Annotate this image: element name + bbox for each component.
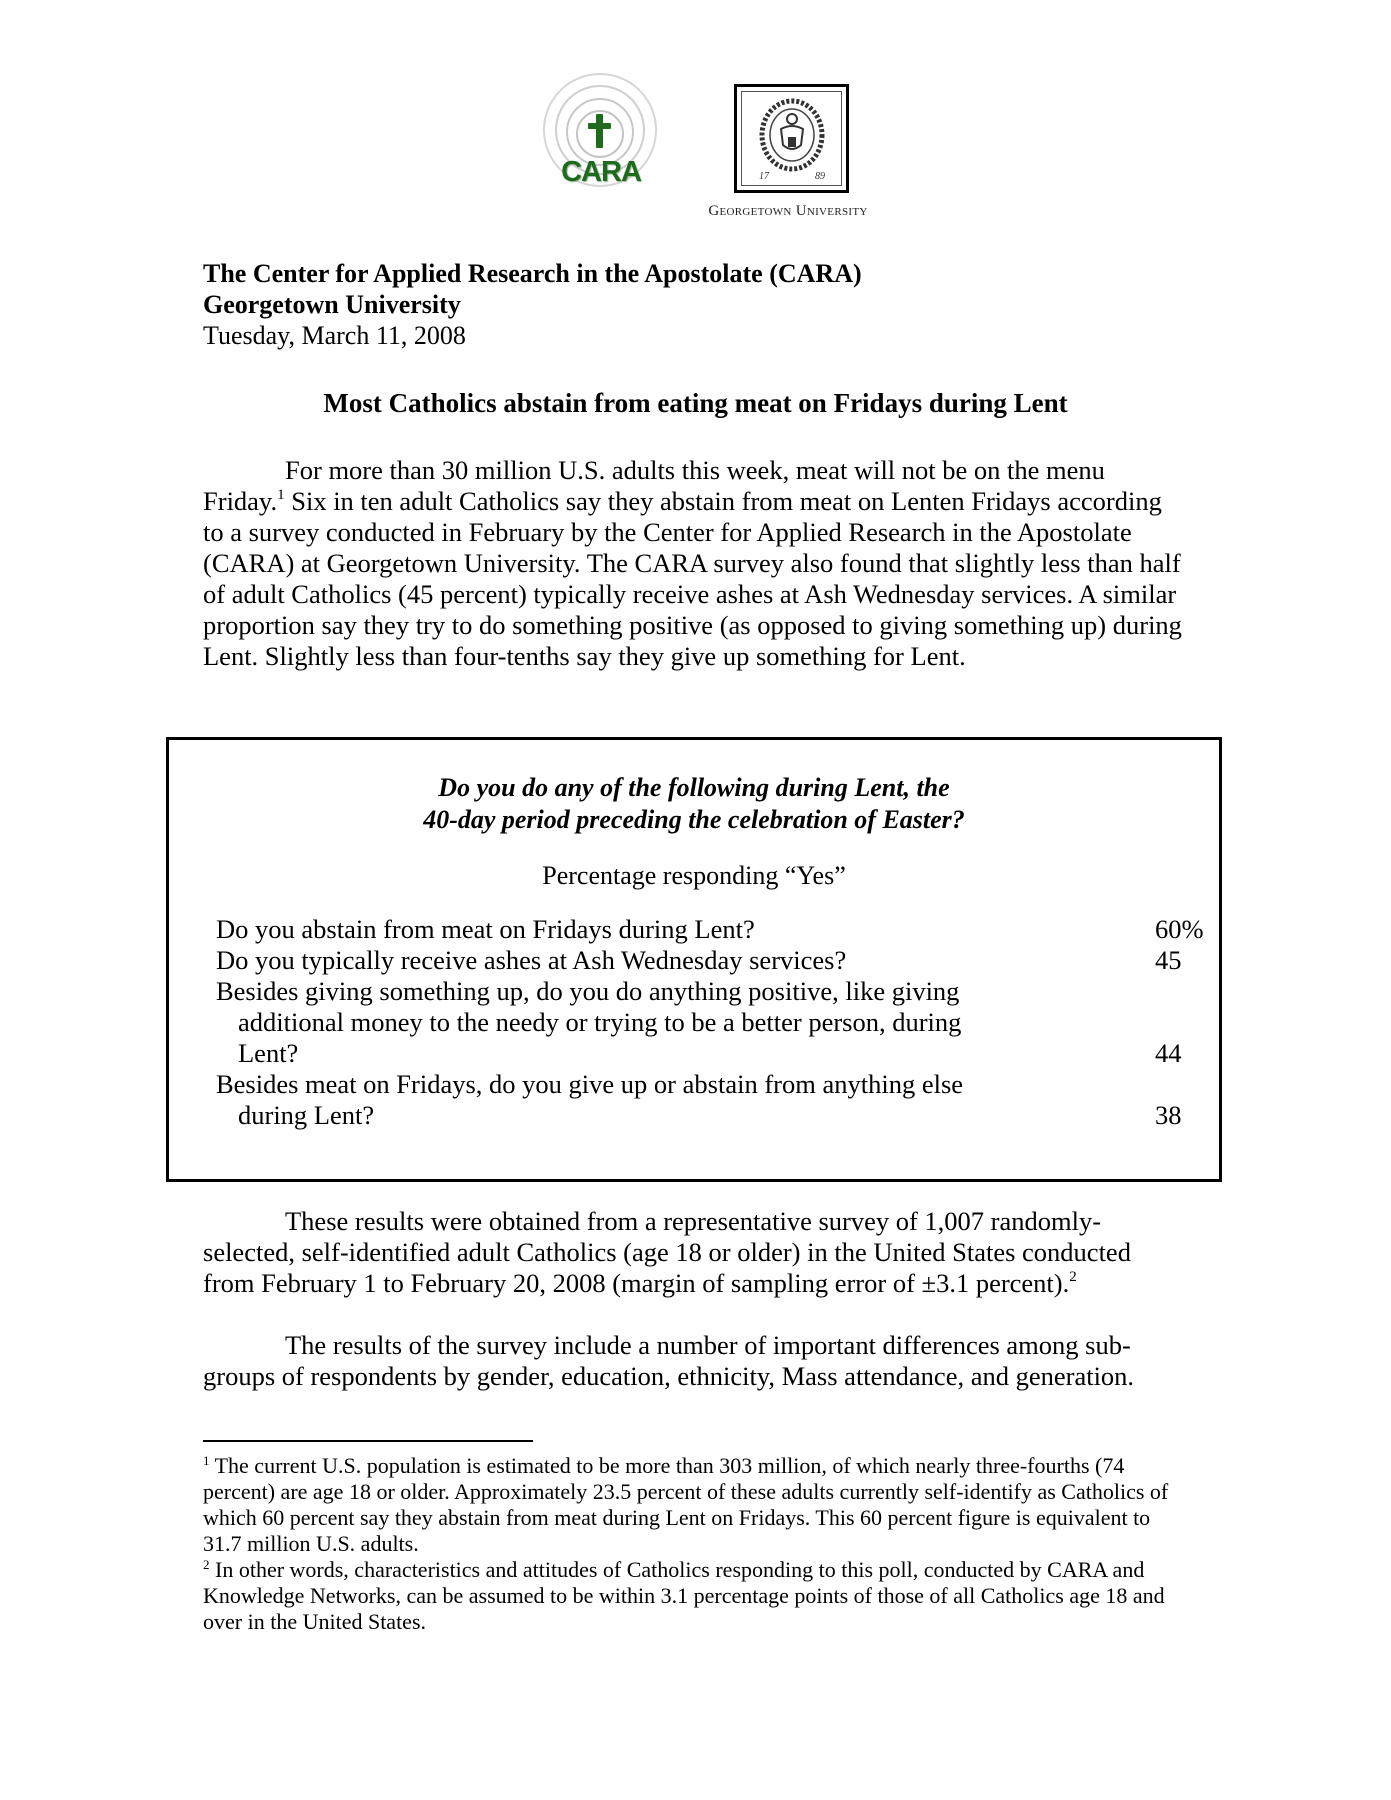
footnote-ref-1[interactable]: 1 — [277, 487, 285, 503]
footnote-divider — [203, 1440, 533, 1442]
footnote-2: $^2$ In other words, characteristics and attitudes of Catholics responding to this poll, conducted by CARA and Knowledge Networks, can be assumed to be within 3.1 percentage points of those of all Catholics age 18 and over in the United States. — [203, 1557, 1165, 1634]
press-date: Tuesday, March 11, 2008 — [203, 321, 466, 350]
table-row: Do you typically receive ashes at Ash Wednesday services? 45 — [216, 945, 1182, 975]
row-value: 44 — [1155, 1038, 1182, 1068]
university-name: Georgetown University — [203, 290, 461, 319]
georgetown-label: Georgetown University — [708, 203, 868, 219]
footnote-1: $^1$ The current U.S. population is estimated to be more than 303 million, of which nearly three-fourths (74 percent) are age 18 or older. Approximately 23.5 percent of these adults currently self-identify as Catholics of which 60 percent say they abstain from meat during Lent on Fridays. This 60 percent figure is equivalent to 31.7 million U.S. adults. — [203, 1453, 1169, 1556]
row-value: 45 — [1155, 945, 1182, 975]
table-row: Do you abstain from meat on Fridays during Lent? 60% — [216, 914, 1204, 944]
row-value: 38 — [1155, 1100, 1182, 1130]
header-block — [203, 258, 862, 351]
survey-subtitle: Percentage responding “Yes” — [542, 861, 846, 890]
cara-logo-text: CARA — [561, 156, 641, 188]
seal-emblem-icon — [751, 97, 833, 181]
survey-results-box — [166, 737, 1222, 1182]
page-title: Most Catholics abstain from eating meat on Fridays during Lent — [323, 388, 1068, 418]
seal-year-right: 89 — [815, 171, 825, 182]
org-name: The Center for Applied Research in the Apostolate (CARA) — [203, 259, 862, 288]
table-row: Besides giving something up, do you do anything positive, like giving additional money to the needy or trying to be a better person, during Lent? 44 — [216, 976, 1182, 1068]
cara-logo — [540, 72, 660, 202]
footnote-ref-2[interactable]: 2 — [1069, 1269, 1077, 1285]
differences-paragraph: The results of the survey include a number of important differences among sub-groups of respondents by gender, education, ethnicity, Mass attendance, and generation. — [203, 1330, 1135, 1391]
intro-paragraph: For more than 30 million U.S. adults this week, meat will not be on the menu Friday.$^1$ Six in ten adult Catholics say they abstain from meat on Lenten Fridays according to a survey conducted in February by the Center for Applied Research in the Apostolate (CARA) at Georgetown University. The CARA survey also found that slightly less than half of adult Catholics (45 percent) typically receive ashes at Ash Wednesday services. A similar proportion say they try to do something positive (as opposed to giving something up) during Lent. Slightly less than four-tenths say they give up something for Lent. — [203, 455, 1182, 671]
survey-question: Do you do any of the following during Lent, the 40-day period preceding the celebration of Easter? — [423, 773, 965, 834]
methodology-paragraph: These results were obtained from a representative survey of 1,007 randomly-selected, self-identified adult Catholics (age 18 or older) in the United States conducted from February 1 to February 20, 2008 (margin of sampling error of ±3.1 percent).$^2$ — [203, 1206, 1131, 1298]
cross-icon — [588, 114, 611, 148]
georgetown-seal — [734, 84, 849, 193]
row-value: 60% — [1155, 914, 1204, 944]
table-row: Besides meat on Fridays, do you give up or abstain from anything else during Lent? 38 — [216, 1069, 1182, 1130]
seal-year-left: 17 — [759, 171, 769, 182]
